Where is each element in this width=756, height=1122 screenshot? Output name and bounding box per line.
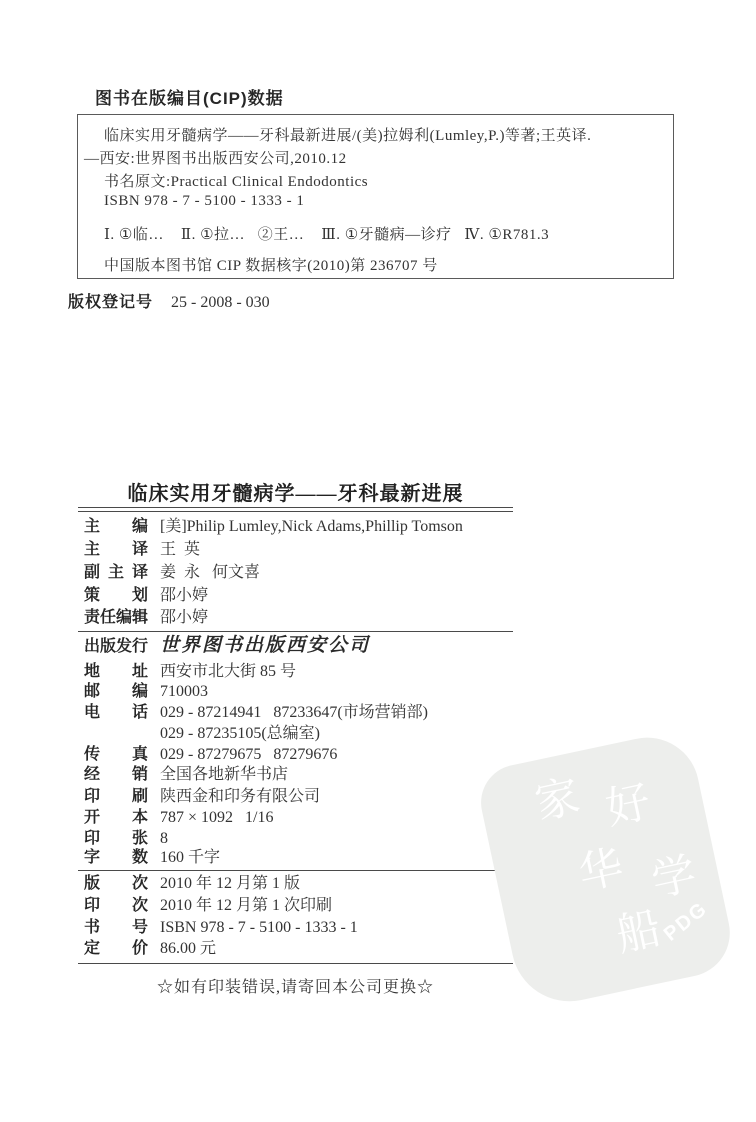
edition-label: 书号	[84, 919, 148, 936]
edition-row-isbn	[84, 918, 514, 938]
pdg-watermark-stamp	[474, 728, 738, 1012]
credit-label: 主编	[84, 518, 148, 535]
cip-header: 图书在版编目(CIP)数据	[95, 89, 284, 108]
watermark-seal-glyph: 华	[574, 842, 628, 900]
edition-row-edition	[84, 874, 514, 894]
cip-line-classification: Ⅰ. ①临… Ⅱ. ①拉… ②王… Ⅲ. ①牙髓病—诊疗 Ⅳ. ①R781.3	[104, 227, 550, 243]
pub-label: 出版发行	[84, 638, 149, 655]
cip-box	[77, 114, 674, 279]
watermark-seal-glyph: 家	[530, 771, 585, 829]
pub-label: 地址	[84, 663, 148, 680]
cip-line-record-number: 中国版本图书馆 CIP 数据核字(2010)第 236707 号	[104, 258, 438, 274]
pub-label: 字数	[84, 849, 148, 866]
pub-label: 电话	[84, 704, 148, 721]
credit-row-chief-editor	[84, 517, 514, 537]
pub-value: 029 - 87279675 87279676	[160, 746, 338, 763]
pub-value: 160 千字	[160, 849, 221, 866]
pub-label: 开本	[84, 809, 148, 826]
credit-row-planner	[84, 586, 514, 606]
pub-row-word-count	[84, 848, 514, 868]
edition-value: ISBN 978 - 7 - 5100 - 1333 - 1	[160, 919, 358, 936]
credit-label: 策划	[84, 587, 148, 604]
pub-value: 8	[160, 830, 168, 847]
section-divider	[78, 963, 513, 964]
edition-value: 86.00 元	[160, 940, 217, 957]
credit-value: [美]Philip Lumley,Nick Adams,Phillip Tomson	[160, 518, 463, 535]
edition-label: 版次	[84, 875, 148, 892]
edition-value: 2010 年 12 月第 1 次印刷	[160, 897, 333, 914]
pub-value: 全国各地新华书店	[160, 766, 289, 783]
section-divider	[78, 870, 513, 871]
pub-row-address	[84, 662, 514, 682]
credit-value: 王 英	[160, 541, 201, 558]
pdg-watermark-text: PDG	[659, 897, 713, 946]
watermark-seal-glyph: 学	[647, 848, 701, 907]
cip-line-original-title: 书名原文:Practical Clinical Endodontics	[104, 174, 369, 190]
copyright-registration-label: 版权登记号	[68, 294, 154, 311]
credit-label: 主译	[84, 541, 148, 558]
misprint-notice: ☆如有印装错误,请寄回本公司更换☆	[156, 979, 434, 996]
pub-row-printer	[84, 787, 514, 807]
pub-value: 西安市北大街 85 号	[160, 663, 297, 680]
cip-line-isbn: ISBN 978 - 7 - 5100 - 1333 - 1	[104, 193, 305, 209]
cip-line-publisher: —西安:世界图书出版西安公司,2010.12	[84, 151, 347, 167]
pub-label: 经销	[84, 766, 148, 783]
title-divider	[78, 507, 513, 512]
credit-row-deputy-translators	[84, 563, 514, 583]
edition-value: 2010 年 12 月第 1 版	[160, 875, 301, 892]
pub-row-distribution	[84, 765, 514, 785]
credit-row-responsible-editor	[84, 608, 514, 628]
section-divider	[78, 631, 513, 632]
credit-value: 邵小婷	[160, 609, 209, 626]
pub-label: 印张	[84, 830, 148, 847]
publisher-signature: 世界图书出版西安公司	[160, 635, 371, 656]
pub-label: 邮编	[84, 683, 148, 700]
cip-line-description: 临床实用牙髓病学——牙科最新进展/(美)拉姆利(Lumley,P.)等著;王英译.	[104, 128, 592, 144]
pub-row-postcode	[84, 682, 514, 702]
credit-value: 邵小婷	[160, 587, 209, 604]
copyright-registration-value: 25 - 2008 - 030	[171, 294, 270, 311]
pub-value: 029 - 87214941 87233647(市场营销部)	[160, 704, 428, 721]
watermark-seal-glyph: 船	[612, 903, 666, 961]
credit-label: 副主译	[84, 564, 148, 581]
credit-row-chief-translator	[84, 540, 514, 560]
pub-value: 710003	[160, 683, 208, 700]
pub-value: 陕西金和印务有限公司	[160, 788, 321, 805]
pub-row-phone-2	[160, 724, 590, 744]
pub-label: 印刷	[84, 788, 148, 805]
credit-value: 姜 永 何文喜	[160, 564, 261, 581]
pub-row-publisher	[84, 636, 514, 657]
credit-label: 责任编辑	[84, 609, 149, 626]
pub-label: 传真	[84, 746, 148, 763]
pub-value: 787 × 1092 1/16	[160, 809, 274, 826]
pub-row-fax	[84, 745, 514, 765]
watermark-seal-glyph: 好	[601, 776, 655, 835]
pub-row-format	[84, 808, 514, 828]
edition-label: 印次	[84, 897, 148, 914]
pub-row-phone	[84, 703, 514, 723]
edition-row-printing	[84, 896, 514, 916]
pub-row-sheets	[84, 829, 514, 849]
pub-value: 029 - 87235105(总编室)	[160, 725, 320, 742]
edition-label: 定价	[84, 940, 148, 957]
book-title: 临床实用牙髓病学——牙科最新进展	[127, 483, 464, 505]
edition-row-price	[84, 939, 514, 959]
copyright-registration-row	[68, 289, 270, 312]
